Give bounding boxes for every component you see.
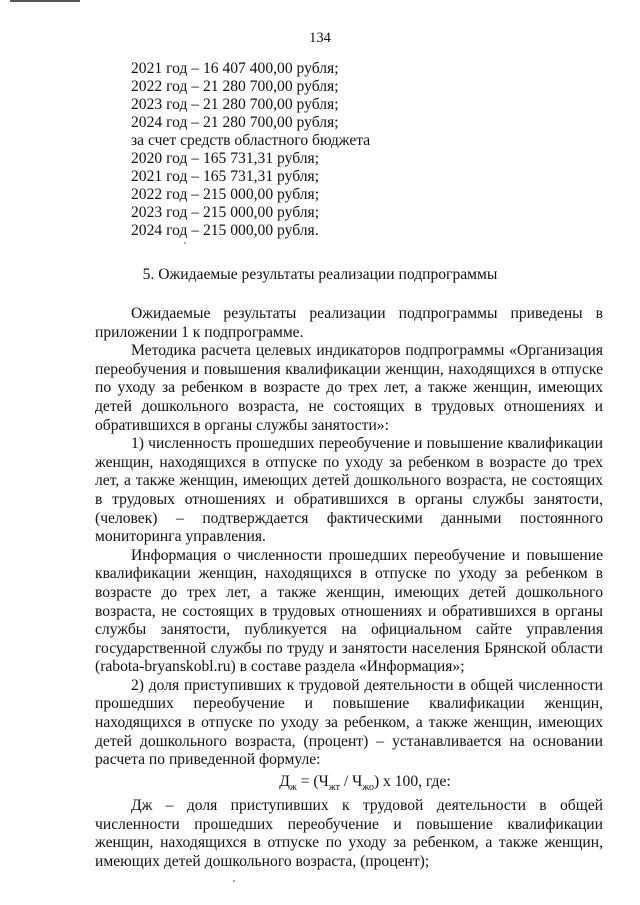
funding-line: 2024 год – 215 000,00 рубля. <box>131 222 319 239</box>
formula <box>127 772 603 797</box>
paragraph-definition: Дж – доля приступивших к трудовой деятельности в общей численности прошедших переобучение и повышение квалификации женщин, находящихся в отпуске по уходу за ребенком, а также женщин, имеющих детей дошкольного возраста, (процент); <box>95 796 603 870</box>
body-text <box>95 305 603 871</box>
funding-line: 2020 год – 165 731,31 рубля; <box>131 150 320 167</box>
paragraph-methodology: Методика расчета целевых индикаторов подпрограммы «Организация переобучения и повышения квалификации женщин, находящихся в отпуске по уходу за ребенком в возрасте до трех лет, а также женщин, имеющих детей дошкольного возраста, не состоящих в трудовых отношениях и обратившихся в органы службы занятости»: <box>95 342 603 434</box>
scan-edge-mark <box>10 0 80 2</box>
section-heading: 5. Ожидаемые результаты реализации подпрограммы <box>142 266 498 283</box>
formula-lhs: Д <box>279 772 290 790</box>
funding-line: 2021 год – 165 731,31 рубля; <box>131 168 320 185</box>
funding-line: 2022 год – 215 000,00 рубля; <box>131 186 320 203</box>
funding-line: 2023 год – 215 000,00 рубля; <box>131 204 320 221</box>
funding-line: 2022 год – 21 280 700,00 рубля; <box>131 78 339 95</box>
funding-line: 2023 год – 21 280 700,00 рубля; <box>131 96 339 113</box>
formula-lhs-sub: ж <box>289 781 297 793</box>
scan-speck <box>184 242 186 244</box>
formula-eq: = (Ч <box>296 772 329 790</box>
formula-tail: ) х 100, где: <box>373 772 451 790</box>
paragraph-information: Информация о численности прошедших переобучение и повышение квалификации женщин, находящихся в отпуске по уходу за ребенком в возрасте до трех лет, а также женщин, имеющих детей дошкольного возраста, не состоящих в трудовых отношениях и обратившихся в органы службы занятости, публикуется на официальном сайте управления государственной службы по труду и занятости населения Брянской области (rabota-bryanskobl.ru) в составе раздела «Информация»; <box>95 546 603 676</box>
scan-speck <box>233 880 235 882</box>
funding-line: 2024 год – 21 280 700,00 рубля; <box>131 114 339 131</box>
funding-line: 2021 год – 16 407 400,00 рубля; <box>131 60 339 77</box>
paragraph-results: Ожидаемые результаты реализации подпрограммы приведены в приложении 1 к подпрограмме. <box>95 305 603 341</box>
page-number: 134 <box>309 30 331 46</box>
paragraph-indicator-1: 1) численность прошедших переобучение и повышение квалификации женщин, находящихся в отпуске по уходу за ребенком в возрасте до трех лет, а также женщин, имеющих детей дошкольного возраста, не состоящих в трудовых отношениях и обратившихся в органы службы занятости, (человек) – подтверждается фактическими данными постоянного мониторинга управления. <box>95 435 603 546</box>
funding-line: за счет средств областного бюджета <box>131 132 371 149</box>
formula-num-sub: жт <box>328 781 341 793</box>
paragraph-indicator-2: 2) доля приступивших к трудовой деятельности в общей численности прошедших переобучение и повышение квалификации женщин, находящихся в отпуске по уходу за ребенком, а также женщин, имеющих детей дошкольного возраста, (процент) – устанавливается на основании расчета по приведенной формуле: <box>95 676 603 769</box>
funding-list <box>131 60 370 240</box>
formula-div: / Ч <box>340 772 363 790</box>
formula-den-sub: жо <box>362 781 374 793</box>
